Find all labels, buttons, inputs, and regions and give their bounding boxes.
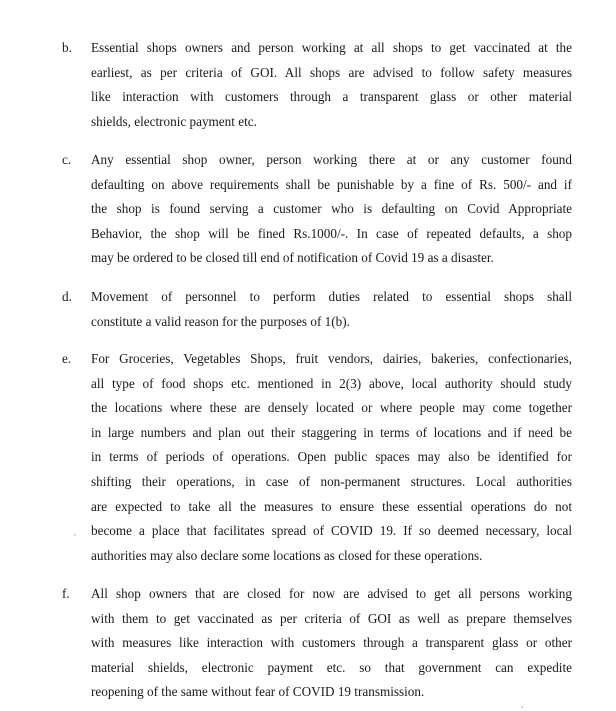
text-line: with them to get vaccinated as per criteria of GOI as well as prepare themselves	[91, 610, 572, 626]
clause-label: e.	[62, 351, 72, 366]
text-line: Essential shops owners and person working at all shops to get vaccinated at the	[91, 40, 572, 55]
clause-label: d.	[62, 289, 72, 304]
clause-text	[91, 285, 572, 334]
text-line: Any essential shop owner, person working there at or any customer found	[91, 152, 572, 167]
text-line: material shields, electronic payment etc. so that government can expedite	[91, 659, 572, 675]
text-line: authorities may also declare some locations as closed for these operations.	[91, 547, 483, 563]
clause-label: f.	[62, 586, 70, 601]
text-line: earliest, as per criteria of GOI. All shops are advised to follow safety measures	[91, 64, 572, 80]
clause-label: b.	[62, 40, 72, 55]
clause-label: c.	[62, 152, 72, 167]
text-line: constitute a valid reason for the purposes of 1(b).	[91, 313, 350, 329]
text-line: with measures like interaction with customers through a transparent glass or other	[91, 635, 572, 651]
text-line: Behavior, the shop will be fined Rs.1000/-. In case of repeated defaults, a shop	[91, 225, 572, 241]
scan-speck	[521, 706, 523, 708]
clause-text	[91, 347, 572, 568]
text-line: the locations where these are densely located or where people may come together	[91, 400, 572, 416]
clause-c	[62, 148, 572, 271]
text-line: in large numbers and plan out their staggering in terms of locations and if need be	[91, 424, 572, 440]
text-line: shifting their operations, in case of non-permanent structures. Local authorities	[91, 473, 572, 489]
text-line: shields, electronic payment etc.	[91, 113, 257, 129]
text-line: defaulting on above requirements shall be punishable by a fine of Rs. 500/- and if	[91, 176, 572, 192]
clause-text	[91, 36, 572, 134]
clause-text	[91, 582, 572, 705]
scan-speck	[74, 534, 76, 536]
text-line: all type of food shops etc. mentioned in 2(3) above, local authority should study	[91, 375, 572, 391]
text-line: Movement of personnel to perform duties related to essential shops shall	[91, 289, 572, 304]
text-line: like interaction with customers through a transparent glass or other material	[91, 89, 572, 105]
clause-f	[62, 582, 572, 705]
text-line: reopening of the same without fear of COVID 19 transmission.	[91, 684, 425, 700]
clause-text	[91, 148, 572, 271]
text-line: may be ordered to be closed till end of notification of Covid 19 as a disaster.	[91, 250, 494, 266]
text-line: are expected to take all the measures to ensure these essential operations do not	[91, 498, 572, 514]
clause-e	[62, 347, 572, 568]
text-line: become a place that facilitates spread of COVID 19. If so deemed necessary, local	[91, 523, 572, 539]
text-line: All shop owners that are closed for now are advised to get all persons working	[91, 586, 572, 601]
text-line: the shop is found serving a customer who is defaulting on Covid Appropriate	[91, 201, 572, 217]
text-line: in terms of periods of operations. Open public spaces may also be identified for	[91, 449, 572, 465]
clause-b	[62, 36, 572, 134]
clause-d	[62, 285, 572, 334]
text-line: For Groceries, Vegetables Shops, fruit vendors, dairies, bakeries, confectionaries,	[91, 351, 572, 366]
